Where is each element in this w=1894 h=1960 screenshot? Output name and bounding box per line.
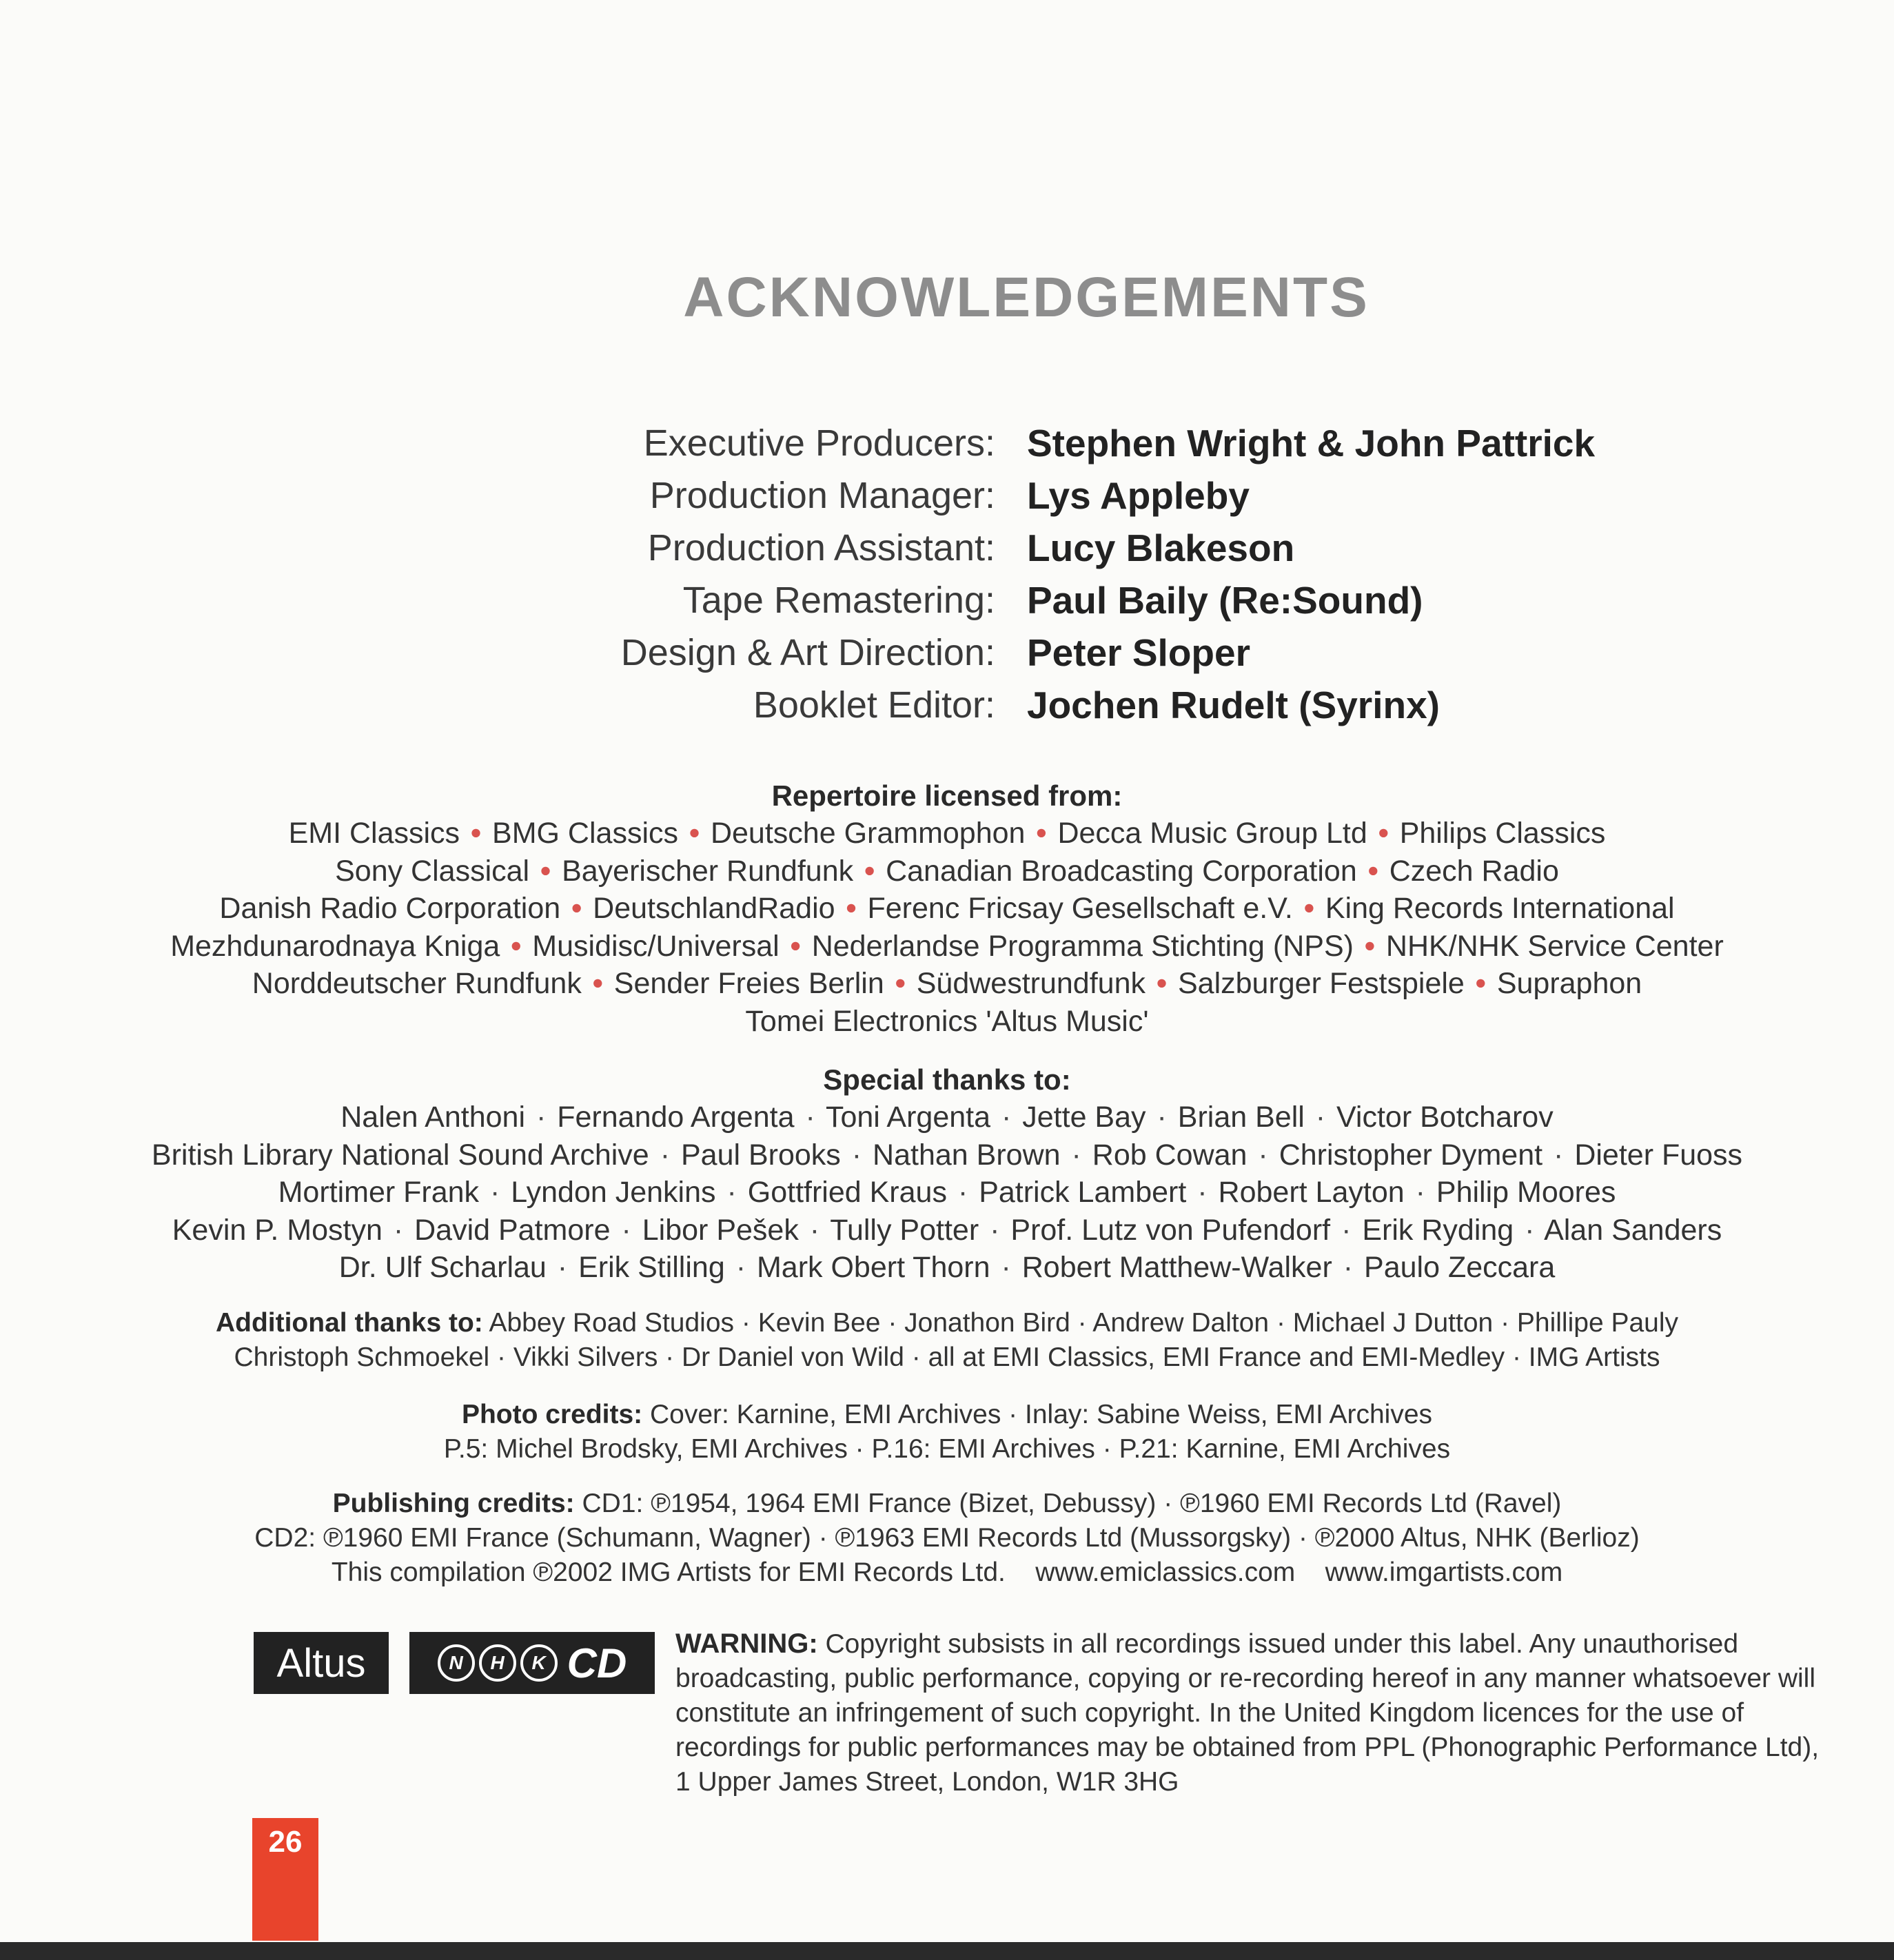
photo-credits-section bbox=[0, 1398, 1894, 1467]
credit-value: Lys Appleby bbox=[1027, 474, 1250, 517]
special-thanks-list bbox=[0, 1099, 1894, 1287]
repertoire-item: Canadian Broadcasting Corporation bbox=[886, 854, 1357, 888]
special-thanks-item: Nathan Brown bbox=[873, 1138, 1061, 1172]
publishing-credits-section bbox=[0, 1487, 1894, 1590]
separator-dot: · bbox=[851, 1138, 862, 1172]
credit-value: Peter Sloper bbox=[1027, 631, 1251, 674]
separator-dot: • bbox=[1367, 854, 1378, 888]
special-thanks-item: Nalen Anthoni bbox=[340, 1101, 526, 1134]
special-thanks-item: Rob Cowan bbox=[1092, 1138, 1248, 1172]
repertoire-item: Tomei Electronics 'Altus Music' bbox=[745, 1004, 1149, 1038]
separator-dot: · bbox=[735, 1251, 746, 1284]
separator-dot: · bbox=[1001, 1251, 1011, 1284]
separator-dot: • bbox=[471, 817, 482, 850]
repertoire-item: DeutschlandRadio bbox=[593, 892, 835, 925]
credit-value: Stephen Wright & John Pattrick bbox=[1027, 422, 1596, 465]
repertoire-heading: Repertoire licensed from: bbox=[771, 779, 1123, 812]
special-thanks-item: Erik Ryding bbox=[1362, 1213, 1514, 1247]
separator-dot: · bbox=[1415, 1176, 1425, 1209]
special-thanks-item: Jette Bay bbox=[1022, 1101, 1146, 1134]
separator-dot: · bbox=[621, 1213, 631, 1247]
repertoire-line bbox=[0, 928, 1894, 966]
special-thanks-item: Alan Sanders bbox=[1544, 1213, 1722, 1247]
additional-thanks-line: Christoph Schmoekel · Vikki Silvers · Dr Daniel von Wild · all at EMI Classics, EMI France and EMI-Medley · IMG Artists bbox=[234, 1343, 1660, 1372]
separator-dot: · bbox=[660, 1138, 671, 1172]
repertoire-item: Musidisc/Universal bbox=[532, 929, 780, 963]
separator-dot: • bbox=[540, 854, 551, 888]
credit-row bbox=[0, 522, 1894, 574]
special-thanks-item: Patrick Lambert bbox=[979, 1176, 1187, 1209]
credit-label: Executive Producers: bbox=[643, 422, 995, 464]
repertoire-section bbox=[0, 777, 1894, 1040]
special-thanks-item: David Patmore bbox=[414, 1213, 611, 1247]
separator-dot: · bbox=[393, 1213, 404, 1247]
production-credits bbox=[0, 417, 1894, 731]
repertoire-item: Norddeutscher Rundfunk bbox=[252, 967, 582, 1000]
nhk-letter-n: N bbox=[438, 1644, 475, 1682]
special-thanks-item: Paulo Zeccara bbox=[1364, 1251, 1556, 1284]
repertoire-item: Decca Music Group Ltd bbox=[1057, 817, 1367, 850]
repertoire-item: Danish Radio Corporation bbox=[219, 892, 561, 925]
additional-thanks-text: Abbey Road Studios · Kevin Bee · Jonathon Bird · Andrew Dalton · Michael J Dutton · Phillipe Pauly bbox=[489, 1308, 1679, 1338]
special-thanks-item: Dr. Ulf Scharlau bbox=[338, 1251, 547, 1284]
special-thanks-line bbox=[0, 1099, 1894, 1136]
repertoire-item: Nederlandse Programma Stichting (NPS) bbox=[811, 929, 1354, 963]
special-thanks-item: Kevin P. Mostyn bbox=[172, 1213, 383, 1247]
separator-dot: · bbox=[1554, 1138, 1564, 1172]
special-thanks-item: Paul Brooks bbox=[680, 1138, 841, 1172]
special-thanks-item: British Library National Sound Archive bbox=[151, 1138, 649, 1172]
publishing-credits-heading: Publishing credits: bbox=[332, 1489, 575, 1518]
separator-dot: · bbox=[1525, 1213, 1535, 1247]
separator-dot: · bbox=[1341, 1213, 1352, 1247]
separator-dot: • bbox=[511, 929, 522, 963]
separator-dot: • bbox=[1303, 892, 1314, 925]
publishing-credits-text: CD1: ℗1954, 1964 EMI France (Bizet, Debussy) · ℗1960 EMI Records Ltd (Ravel) bbox=[582, 1489, 1562, 1518]
repertoire-line bbox=[0, 1003, 1894, 1041]
credit-label: Tape Remastering: bbox=[682, 580, 995, 621]
repertoire-list bbox=[0, 815, 1894, 1040]
separator-dot: • bbox=[864, 854, 875, 888]
special-thanks-item: Erik Stilling bbox=[578, 1251, 725, 1284]
separator-dot: · bbox=[1071, 1138, 1081, 1172]
separator-dot: · bbox=[957, 1176, 968, 1209]
special-thanks-item: Christopher Dyment bbox=[1279, 1138, 1543, 1172]
repertoire-item: Sender Freies Berlin bbox=[613, 967, 884, 1000]
separator-dot: · bbox=[1157, 1101, 1167, 1134]
warning-heading: WARNING: bbox=[675, 1629, 818, 1659]
label-logos bbox=[254, 1632, 655, 1694]
special-thanks-item: Toni Argenta bbox=[825, 1101, 991, 1134]
repertoire-item: BMG Classics bbox=[492, 817, 678, 850]
repertoire-item: Supraphon bbox=[1496, 967, 1642, 1000]
separator-dot: • bbox=[1156, 967, 1168, 1000]
nhk-cd-logo bbox=[409, 1632, 655, 1694]
special-thanks-item: Brian Bell bbox=[1177, 1101, 1305, 1134]
repertoire-item: Sony Classical bbox=[335, 854, 530, 888]
separator-dot: • bbox=[1036, 817, 1047, 850]
nhk-letter-h: H bbox=[479, 1644, 516, 1682]
repertoire-line bbox=[0, 853, 1894, 890]
nhk-letter-k: K bbox=[520, 1644, 558, 1682]
separator-dot: • bbox=[895, 967, 906, 1000]
special-thanks-line bbox=[0, 1249, 1894, 1287]
separator-dot: • bbox=[1475, 967, 1486, 1000]
photo-credits-line bbox=[0, 1398, 1894, 1432]
credit-value: Lucy Blakeson bbox=[1027, 527, 1295, 569]
credit-row bbox=[0, 417, 1894, 469]
separator-dot: • bbox=[689, 817, 700, 850]
separator-dot: · bbox=[990, 1213, 1000, 1247]
separator-dot: • bbox=[571, 892, 582, 925]
altus-logo: Altus bbox=[254, 1632, 389, 1694]
special-thanks-item: Tully Potter bbox=[830, 1213, 979, 1247]
special-thanks-line bbox=[0, 1212, 1894, 1249]
special-thanks-item: Victor Botcharov bbox=[1336, 1101, 1554, 1134]
separator-dot: • bbox=[846, 892, 857, 925]
copyright-warning bbox=[675, 1626, 1833, 1799]
special-thanks-item: Gottfried Kraus bbox=[747, 1176, 947, 1209]
repertoire-item: EMI Classics bbox=[288, 817, 460, 850]
repertoire-line bbox=[0, 965, 1894, 1003]
special-thanks-item: Lyndon Jenkins bbox=[511, 1176, 716, 1209]
repertoire-item: Czech Radio bbox=[1389, 854, 1559, 888]
repertoire-item: King Records International bbox=[1325, 892, 1675, 925]
separator-dot: · bbox=[809, 1213, 820, 1247]
special-thanks-line bbox=[0, 1174, 1894, 1212]
additional-thanks-heading: Additional thanks to: bbox=[215, 1308, 483, 1338]
repertoire-item: Bayerischer Rundfunk bbox=[562, 854, 854, 888]
special-thanks-item: Mortimer Frank bbox=[278, 1176, 480, 1209]
credit-row bbox=[0, 679, 1894, 731]
special-thanks-item: Dieter Fuoss bbox=[1574, 1138, 1743, 1172]
page-bottom-edge bbox=[0, 1942, 1894, 1960]
special-thanks-section bbox=[0, 1061, 1894, 1287]
separator-dot: • bbox=[1364, 929, 1375, 963]
special-thanks-item: Philip Moores bbox=[1436, 1176, 1616, 1209]
repertoire-item: Ferenc Fricsay Gesellschaft e.V. bbox=[867, 892, 1293, 925]
credit-label: Production Manager: bbox=[649, 475, 995, 516]
warning-text: Copyright subsists in all recordings issued under this label. Any unauthorised broadcasting, public performance, copying or re-recording hereof in any manner whatsoever will constitute an infringement of such copyright. In the United Kingdom licences for the use of recordings for public performances may be obtained from PPL (Phonographic Performance Ltd), 1 Upper James Street, London, W1R 3HG bbox=[675, 1629, 1820, 1797]
separator-dot: · bbox=[1001, 1101, 1012, 1134]
separator-dot: · bbox=[726, 1176, 737, 1209]
special-thanks-item: Robert Layton bbox=[1218, 1176, 1405, 1209]
separator-dot: • bbox=[790, 929, 801, 963]
repertoire-item: Deutsche Grammophon bbox=[710, 817, 1026, 850]
additional-thanks-section bbox=[0, 1306, 1894, 1375]
special-thanks-item: Mark Obert Thorn bbox=[756, 1251, 990, 1284]
repertoire-item: Salzburger Festspiele bbox=[1177, 967, 1465, 1000]
additional-thanks-line bbox=[0, 1306, 1894, 1340]
separator-dot: • bbox=[592, 967, 603, 1000]
separator-dot: · bbox=[805, 1101, 815, 1134]
photo-credits-text: Cover: Karnine, EMI Archives · Inlay: Sabine Weiss, EMI Archives bbox=[649, 1400, 1433, 1429]
credit-value: Paul Baily (Re:Sound) bbox=[1027, 579, 1423, 622]
page-title: ACKNOWLEDGEMENTS bbox=[683, 266, 1369, 329]
separator-dot: · bbox=[1258, 1138, 1268, 1172]
cd-text: CD bbox=[567, 1640, 627, 1686]
repertoire-item: Südwestrundfunk bbox=[916, 967, 1145, 1000]
separator-dot: · bbox=[1315, 1101, 1326, 1134]
credit-row bbox=[0, 469, 1894, 522]
credit-label: Design & Art Direction: bbox=[620, 632, 995, 673]
publishing-credits-line: This compilation ℗2002 IMG Artists for EMI Records Ltd. www.emiclassics.com www.imgartists.com bbox=[331, 1558, 1563, 1587]
credit-value: Jochen Rudelt (Syrinx) bbox=[1027, 684, 1440, 726]
repertoire-item: Philips Classics bbox=[1399, 817, 1606, 850]
separator-dot: · bbox=[536, 1101, 547, 1134]
publishing-credits-line: CD2: ℗1960 EMI France (Schumann, Wagner) · ℗1963 EMI Records Ltd (Mussorgsky) · ℗2000 Altus, NHK (Berlioz) bbox=[254, 1523, 1640, 1553]
publishing-credits-line bbox=[0, 1487, 1894, 1521]
special-thanks-item: Robert Matthew-Walker bbox=[1021, 1251, 1332, 1284]
separator-dot: · bbox=[490, 1176, 500, 1209]
separator-dot: · bbox=[557, 1251, 568, 1284]
special-thanks-heading: Special thanks to: bbox=[823, 1063, 1071, 1096]
credit-row bbox=[0, 626, 1894, 679]
credit-label: Booklet Editor: bbox=[753, 684, 995, 726]
separator-dot: · bbox=[1197, 1176, 1208, 1209]
repertoire-item: NHK/NHK Service Center bbox=[1385, 929, 1724, 963]
special-thanks-item: Libor Pešek bbox=[642, 1213, 799, 1247]
repertoire-item: Mezhdunarodnaya Kniga bbox=[170, 929, 500, 963]
special-thanks-item: Fernando Argenta bbox=[557, 1101, 795, 1134]
special-thanks-line bbox=[0, 1136, 1894, 1174]
credit-row bbox=[0, 574, 1894, 626]
photo-credits-heading: Photo credits: bbox=[461, 1400, 643, 1429]
photo-credits-line: P.5: Michel Brodsky, EMI Archives · P.16: EMI Archives · P.21: Karnine, EMI Archives bbox=[443, 1434, 1451, 1464]
separator-dot: • bbox=[1378, 817, 1389, 850]
special-thanks-item: Prof. Lutz von Pufendorf bbox=[1010, 1213, 1331, 1247]
separator-dot: · bbox=[1343, 1251, 1354, 1284]
repertoire-line bbox=[0, 890, 1894, 928]
credit-label: Production Assistant: bbox=[647, 527, 995, 569]
repertoire-line bbox=[0, 815, 1894, 853]
page-number-tab: 26 bbox=[252, 1818, 318, 1941]
